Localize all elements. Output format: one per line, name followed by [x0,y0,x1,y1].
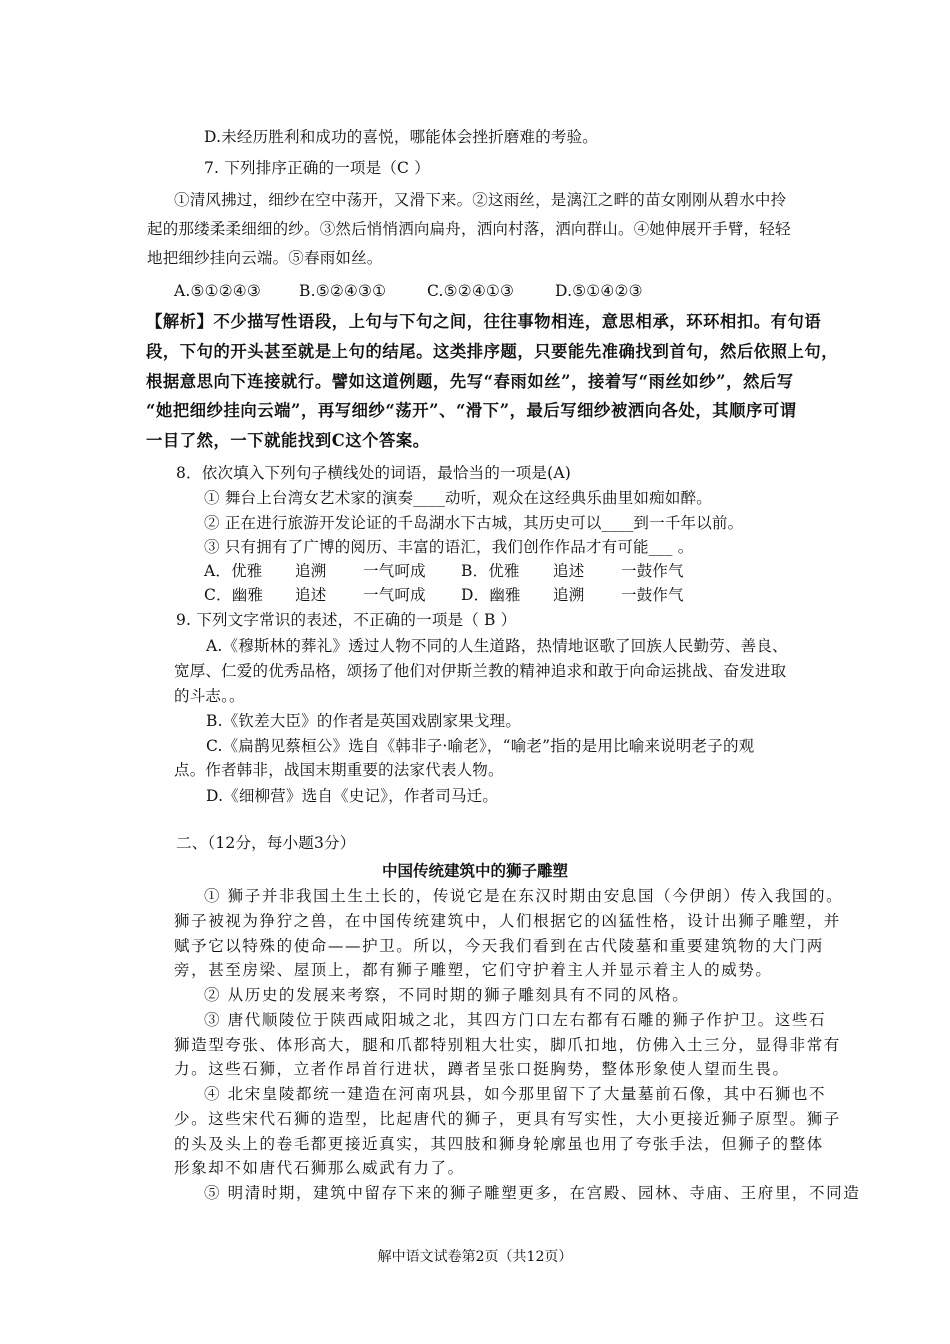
question-7: 7. 下列排序正确的一项是（C ） [204,159,430,177]
q8-option-word: 一鼓作气 [621,562,684,580]
article-paragraph-line: 狮子被视为狰狞之兽，在中国传统建筑中，人们根据它的凶猛性格，设计出狮子雕塑，并 [174,912,841,930]
q8-option-word: 追溯 [295,562,327,580]
q8-sentence: ② 正在进行旅游开发论证的千岛湖水下古城，其历史可以____到一千年以前。 [204,514,744,532]
q9-option-c: C.《扁鹊见蔡桓公》选自《韩非子·喻老》，“喻老”指的是用比喻来说明老子的观 [206,737,755,755]
q8-sentence: ③ 只有拥有了广博的阅历、丰富的语汇，我们创作作品才有可能___ 。 [204,538,694,556]
q8-option: A．优雅 [204,562,263,580]
q7-option: B.⑤②④③① [299,282,387,300]
q8-option: C．幽雅 [204,586,264,604]
q8-sentence: ① 舞台上台湾女艺术家的演奏____动听，观众在这经典乐曲里如痴如醉。 [204,489,712,507]
analysis-line: 段，下句的开头甚至就是上句的结尾。这类排序题，只要能先准确找到首句，然后依照上句， [146,342,839,361]
q9-option-a-cont: 的斗志。。 [174,687,245,705]
article-paragraph-line: ④ 北宋皇陵都统一建造在河南巩县，如今那里留下了大量墓前石像，其中石狮也不 [204,1085,827,1103]
page-footer: 解中语文试卷第2页（共12页） [377,1249,573,1265]
section-2-heading: 二、（12分，每小题3分） [176,834,356,852]
article-paragraph-line: 力。这些石狮，立者作昂首行进状，蹲者呈张口挺胸势，整体形象使人望而生畏。 [174,1060,790,1078]
article-paragraph-line: ③ 唐代顺陵位于陕西咸阳城之北，其四方门口左右都有石雕的狮子作护卫。这些石 [204,1011,827,1029]
analysis-line: “她把细纱挂向云端”，再写细纱“荡开”、“滑下”，最后写细纱被洒向各处，其顺序可谓 [146,401,797,420]
q9-option-d: D.《细柳营》选自《史记》，作者司马迁。 [206,787,499,805]
article-paragraph-line: 旁，甚至房梁、屋顶上，都有狮子雕塑，它们守护着主人并显示着主人的威势。 [174,961,773,979]
q8-option-word: 追述 [295,586,327,604]
analysis-line: 一目了然，一下就能找到C这个答案。 [146,431,430,450]
q9-option-c-cont: 点。作者韩非，战国末期重要的法家代表人物。 [174,761,504,779]
q8-option-word: 一鼓作气 [621,586,684,604]
article-paragraph-line: ② 从历史的发展来考察，不同时期的狮子雕刻具有不同的风格。 [204,986,690,1004]
q8-option-word: 追述 [553,562,585,580]
q7-options [174,281,643,301]
q9-option-a-cont: 宽厚、仁爱的优秀品格，颂扬了他们对伊斯兰教的精神追求和敢于向命运挑战、奋发进取 [174,662,787,680]
q8-option: B．优雅 [461,562,520,580]
q7-option: C.⑤②④①③ [427,282,515,300]
q8-option-word: 一气呵成 [363,586,426,604]
article-paragraph-line: 的头及头上的卷毛都更接近真实，其四肢和狮身轮廓虽也用了夸张手法，但狮子的整体 [174,1135,824,1153]
q8-options-ab [204,561,684,581]
q7-passage-line: ①清风拂过，细纱在空中荡开，又滑下来。②这雨丝，是漓江之畔的苗女刚刚从碧水中拎 [174,191,787,209]
question-9: 9. 下列文字常识的表述，不正确的一项是（ B ） [176,611,517,629]
q9-option-a: A.《穆斯林的葬礼》透过人物不同的人生道路，热情地讴歌了回族人民勤劳、善良、 [206,637,788,655]
article-paragraph-line: 赋予它以特殊的使命——护卫。所以，今天我们看到在古代陵墓和重要建筑物的大门两 [174,937,824,955]
q7-passage-line: 地把细纱挂向云端。⑤春雨如丝。 [147,249,383,267]
article-title: 中国传统建筑中的狮子雕塑 [381,861,568,880]
article-paragraph-line: ① 狮子并非我国土生土长的，传说它是在东汉时期由安息国（今伊朗）传入我国的。 [204,887,844,905]
q7-option: D.⑤①④②③ [555,282,643,300]
analysis-line: 根据意思向下连接就行。譬如这道例题，先写“春雨如丝”，接着写“雨丝如纱”，然后写 [146,372,794,391]
q7-passage-line: 起的那缕柔柔细细的纱。③然后悄悄洒向扁舟，洒向村落，洒向群山。④她伸展开手臂，轻轻 [147,220,791,238]
q8-option: D．幽雅 [461,586,521,604]
q6-option-d: D.未经历胜利和成功的喜悦，哪能体会挫折磨难的考验。 [204,128,599,146]
q8-option-word: 一气呵成 [363,562,426,580]
article-paragraph-line: 狮造型夸张、体形高大，腿和爪都特别粗大壮实，脚爪扣地，仿佛入土三分，显得非常有 [174,1036,841,1054]
article-paragraph-line: ⑤ 明清时期，建筑中留存下来的狮子雕塑更多，在宫殿、园林、寺庙、王府里，不同造 [204,1184,861,1202]
article-paragraph-line: 形象却不如唐代石狮那么威武有力了。 [174,1159,465,1177]
q8-options-cd [204,585,684,605]
analysis-line: 【解析】不少描写性语段，上句与下句之间，往往事物相连，意思相承，环环相扣。有句语 [146,312,822,331]
q9-option-b: B.《钦差大臣》的作者是英国戏剧家果戈理。 [206,712,522,730]
question-8: 8．依次填入下列句子横线处的词语，最恰当的一项是(A) [176,464,572,482]
article-paragraph-line: 少。这些宋代石狮的造型，比起唐代的狮子，更具有写实性，大小更接近狮子原型。狮子 [174,1110,841,1128]
q7-option: A.⑤①②④③ [174,282,261,300]
q8-option-word: 追溯 [553,586,585,604]
